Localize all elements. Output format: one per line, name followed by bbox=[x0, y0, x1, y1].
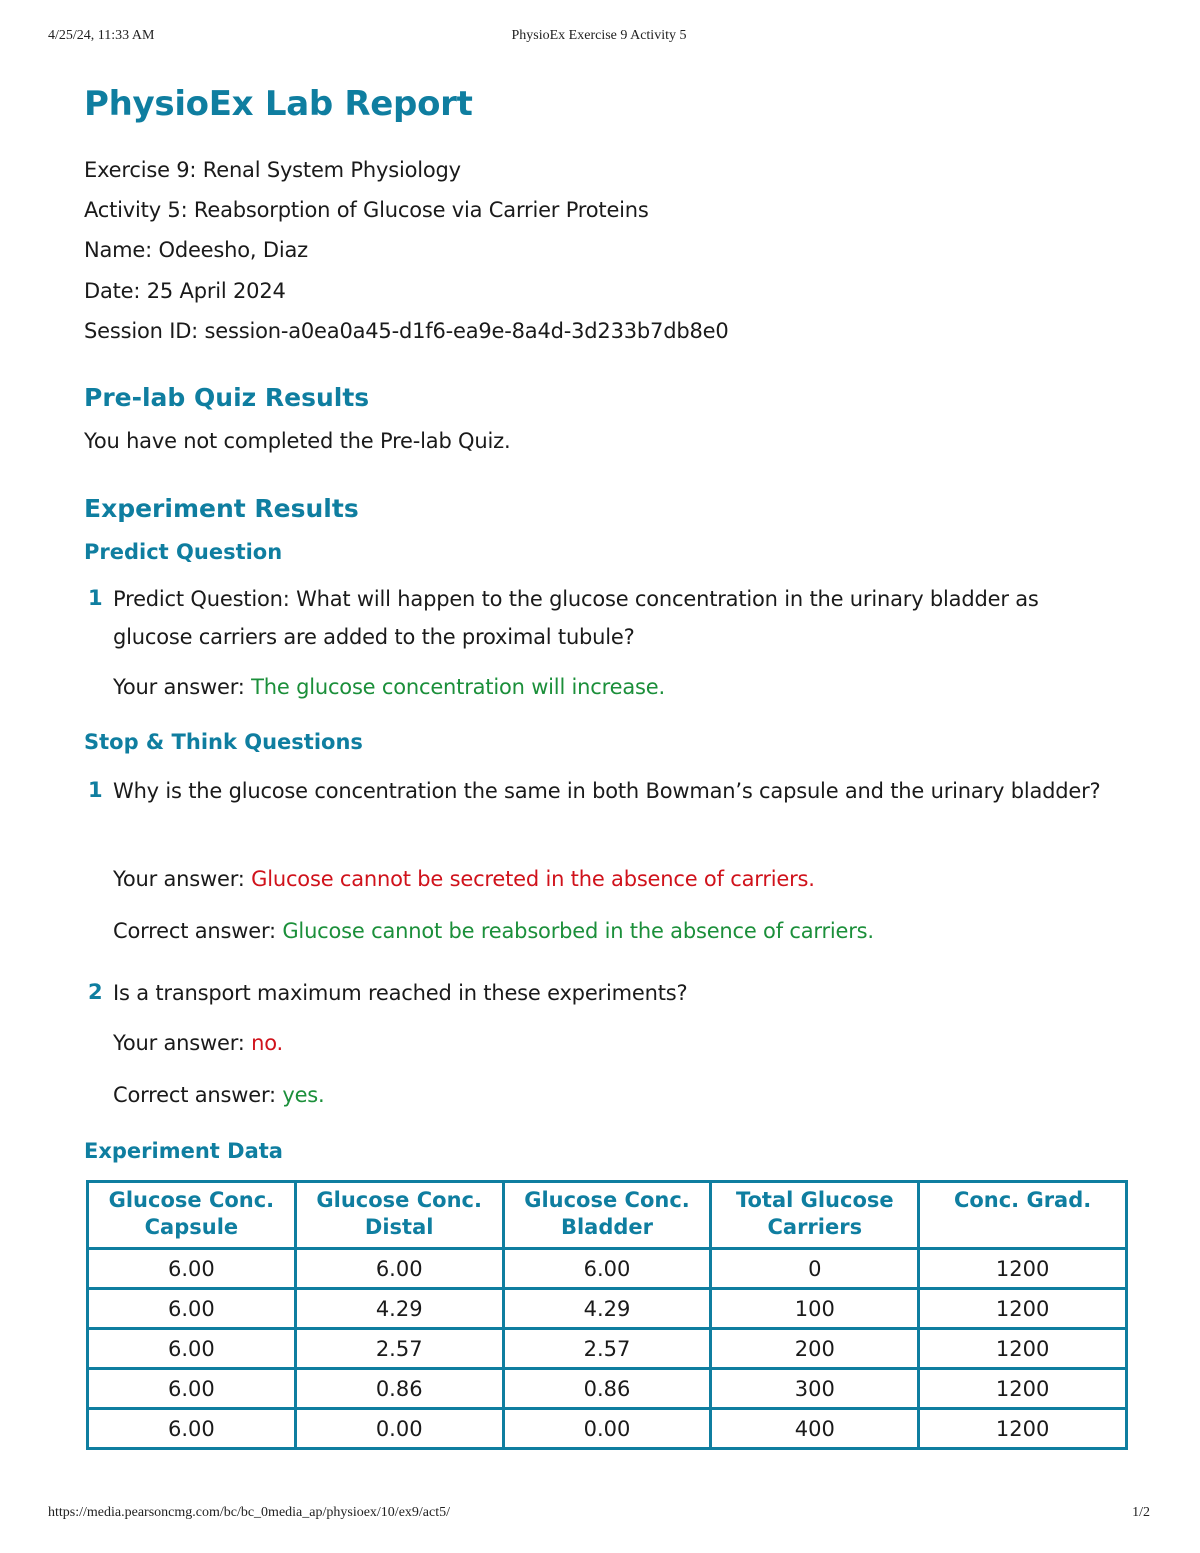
table-cell: 6.00 bbox=[503, 1249, 711, 1289]
correct-answer-label: Correct answer: bbox=[113, 1083, 283, 1107]
predict-question-heading: Predict Question bbox=[84, 540, 283, 564]
table-row bbox=[88, 1249, 1127, 1289]
table-cell: 1200 bbox=[919, 1249, 1127, 1289]
question-text: Is a transport maximum reached in these experiments? bbox=[113, 981, 688, 1005]
table-cell: 300 bbox=[711, 1369, 919, 1409]
predict-your-answer bbox=[113, 675, 665, 699]
report-date: Date: 25 April 2024 bbox=[84, 279, 286, 303]
your-answer bbox=[113, 867, 815, 891]
report-title: PhysioEx Lab Report bbox=[84, 84, 473, 124]
experiment-data-heading: Experiment Data bbox=[84, 1139, 283, 1163]
table-cell: 6.00 bbox=[88, 1369, 296, 1409]
table-cell: 1200 bbox=[919, 1409, 1127, 1449]
table-cell: 0.86 bbox=[295, 1369, 503, 1409]
predict-question-number: 1 bbox=[88, 586, 103, 610]
table-cell: 0 bbox=[711, 1249, 919, 1289]
your-answer-label: Your answer: bbox=[113, 675, 252, 699]
correct-answer bbox=[113, 919, 874, 943]
table-cell: 2.57 bbox=[503, 1329, 711, 1369]
experiment-data-table bbox=[86, 1180, 1128, 1450]
table-cell: 0.00 bbox=[503, 1409, 711, 1449]
table-cell: 400 bbox=[711, 1409, 919, 1449]
predict-question-text: Predict Question: What will happen to the glucose concentration in the urinary bladder as glucose carriers are added to the proximal tubule? bbox=[113, 587, 1039, 649]
print-page-title: PhysioEx Exercise 9 Activity 5 bbox=[511, 28, 687, 43]
prelab-status: You have not completed the Pre-lab Quiz. bbox=[84, 429, 511, 453]
correct-answer-label: Correct answer: bbox=[113, 919, 283, 943]
column-header-conc-grad: Conc. Grad. bbox=[919, 1182, 1127, 1249]
column-header-distal: Glucose Conc. Distal bbox=[295, 1182, 503, 1249]
table-cell: 2.57 bbox=[295, 1329, 503, 1369]
table-cell: 0.86 bbox=[503, 1369, 711, 1409]
correct-answer-value: Glucose cannot be reabsorbed in the absence of carriers. bbox=[282, 919, 874, 943]
table-cell: 6.00 bbox=[88, 1289, 296, 1329]
question-text: Why is the glucose concentration the same in both Bowman’s capsule and the urinary bladder? bbox=[113, 779, 1101, 803]
table-cell: 6.00 bbox=[295, 1249, 503, 1289]
correct-answer-value: yes. bbox=[282, 1083, 325, 1107]
table-cell: 4.29 bbox=[295, 1289, 503, 1329]
your-answer bbox=[113, 1031, 283, 1055]
column-header-carriers: Total Glucose Carriers bbox=[711, 1182, 919, 1249]
stop-think-heading: Stop & Think Questions bbox=[84, 730, 363, 754]
student-name: Name: Odeesho, Diaz bbox=[84, 238, 308, 262]
your-answer-label: Your answer: bbox=[113, 867, 252, 891]
your-answer-label: Your answer: bbox=[113, 1031, 252, 1055]
print-header bbox=[48, 28, 1150, 48]
table-cell: 6.00 bbox=[88, 1329, 296, 1369]
your-answer-value: Glucose cannot be secreted in the absence of carriers. bbox=[251, 867, 815, 891]
table-cell: 1200 bbox=[919, 1289, 1127, 1329]
session-id: Session ID: session-a0ea0a45-d1f6-ea9e-8a4d-3d233b7db8e0 bbox=[84, 319, 729, 343]
question-number: 1 bbox=[88, 778, 103, 802]
table-row bbox=[88, 1329, 1127, 1369]
table-cell: 1200 bbox=[919, 1369, 1127, 1409]
column-header-capsule: Glucose Conc. Capsule bbox=[88, 1182, 296, 1249]
column-header-bladder: Glucose Conc. Bladder bbox=[503, 1182, 711, 1249]
table-cell: 200 bbox=[711, 1329, 919, 1369]
print-url[interactable]: https://media.pearsoncmg.com/bc/bc_0media_ap/physioex/10/ex9/act5/ bbox=[48, 1505, 451, 1520]
exercise-line: Exercise 9: Renal System Physiology bbox=[84, 158, 461, 182]
question-number: 2 bbox=[88, 980, 103, 1004]
your-answer-value: The glucose concentration will increase. bbox=[251, 675, 665, 699]
table-cell: 100 bbox=[711, 1289, 919, 1329]
table-row bbox=[88, 1409, 1127, 1449]
prelab-heading: Pre-lab Quiz Results bbox=[84, 383, 370, 412]
table-cell: 6.00 bbox=[88, 1409, 296, 1449]
your-answer-value: no. bbox=[251, 1031, 284, 1055]
page-number: 1/2 bbox=[1132, 1505, 1150, 1520]
correct-answer bbox=[113, 1083, 325, 1107]
table-row bbox=[88, 1289, 1127, 1329]
table-cell: 1200 bbox=[919, 1329, 1127, 1369]
table-row bbox=[88, 1369, 1127, 1409]
table-header-row bbox=[88, 1182, 1127, 1249]
activity-line: Activity 5: Reabsorption of Glucose via Carrier Proteins bbox=[84, 198, 649, 222]
table-cell: 6.00 bbox=[88, 1249, 296, 1289]
table-cell: 0.00 bbox=[295, 1409, 503, 1449]
print-footer bbox=[48, 1505, 1150, 1525]
print-datetime: 4/25/24, 11:33 AM bbox=[48, 28, 155, 43]
table-cell: 4.29 bbox=[503, 1289, 711, 1329]
experiment-results-heading: Experiment Results bbox=[84, 494, 359, 523]
